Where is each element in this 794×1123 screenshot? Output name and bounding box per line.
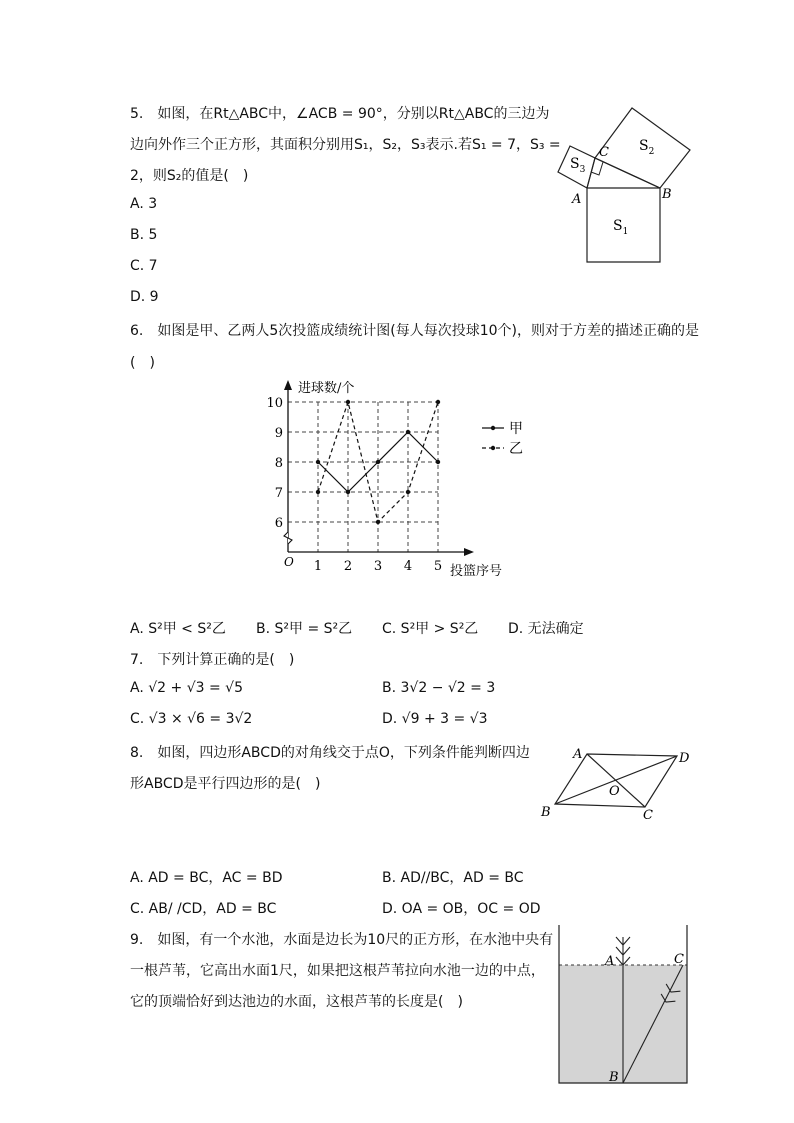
q9-line2: 一根芦苇，它高出水面1尺，如果把这根芦苇拉向水池一边的中点， bbox=[130, 963, 545, 979]
q6-option-d: D. 无法确定 bbox=[508, 621, 584, 637]
label-b: B bbox=[541, 805, 551, 820]
y-tick-label: 9 bbox=[274, 426, 283, 441]
label-c: C bbox=[674, 952, 684, 967]
label-b: B bbox=[662, 187, 672, 202]
q6-line2: ( ) bbox=[130, 355, 155, 371]
y-tick-label: 7 bbox=[274, 486, 283, 501]
x-tick-label: 3 bbox=[373, 559, 383, 574]
label-d: D bbox=[679, 751, 690, 766]
q7-option-c: C. √3 × √6 = 3√2 bbox=[130, 711, 253, 727]
q5-line1: 5. 如图，在Rt△ABC中，∠ACB = 90°，分别以Rt△ABC的三边为 bbox=[130, 106, 550, 122]
x-tick-label: 4 bbox=[403, 559, 413, 574]
label-c: C bbox=[643, 808, 653, 823]
q8-option-a: A. AD = BC，AC = BD bbox=[130, 870, 283, 886]
q8-option-d: D. OA = OB，OC = OD bbox=[382, 901, 541, 917]
q8-option-c: C. AB/ /CD，AD = BC bbox=[130, 901, 277, 917]
q6-option-a: A. S²甲 < S²乙 bbox=[130, 621, 226, 637]
q9-line3: 它的顶端恰好到达池边的水面，这根芦苇的长度是( ) bbox=[130, 994, 463, 1010]
y-tick-label: 8 bbox=[274, 456, 283, 471]
y-axis-arrow bbox=[284, 380, 292, 390]
legend-marker-1 bbox=[491, 426, 495, 430]
q6-option-b: B. S²甲 = S²乙 bbox=[256, 621, 353, 637]
chart-axes bbox=[284, 380, 474, 556]
label-s2: $S_2$ bbox=[639, 138, 655, 157]
square-s1 bbox=[587, 188, 660, 262]
q5-option-d: D. 9 bbox=[130, 289, 159, 305]
q7-option-d: D. √9 + 3 = √3 bbox=[382, 711, 488, 727]
chart-ylabel: 进球数/个 bbox=[298, 381, 355, 396]
legend-marker-2 bbox=[491, 446, 495, 450]
x-tick-label: 2 bbox=[343, 559, 353, 574]
y-tick-label: 6 bbox=[274, 516, 283, 531]
series-point-2 bbox=[376, 520, 380, 524]
q7-option-b: B. 3√2 − √2 = 3 bbox=[382, 680, 496, 696]
series-point-2 bbox=[316, 490, 320, 494]
q8-line1: 8. 如图，四边形ABCD的对角线交于点O，下列条件能判断四边 bbox=[130, 745, 530, 761]
series-point-1 bbox=[376, 460, 380, 464]
q5-line3: 2，则S₂的值是( ) bbox=[130, 168, 249, 184]
legend-label-1: 甲 bbox=[509, 421, 523, 437]
q8-line2: 形ABCD是平行四边形的是( ) bbox=[130, 776, 321, 792]
series-point-1 bbox=[436, 460, 440, 464]
q9-pond-figure bbox=[555, 925, 695, 1090]
legend-label-2: 乙 bbox=[509, 441, 523, 457]
series-point-2 bbox=[346, 400, 350, 404]
y-tick-label: 10 bbox=[266, 396, 283, 411]
series-point-1 bbox=[316, 460, 320, 464]
series-point-1 bbox=[346, 490, 350, 494]
label-s1: $S_1$ bbox=[613, 218, 629, 237]
label-s3: $S_3$ bbox=[570, 156, 586, 175]
x-tick-label: 5 bbox=[433, 559, 443, 574]
label-c: C bbox=[599, 145, 609, 160]
q6-line1: 6. 如图是甲、乙两人5次投篮成绩统计图(每人每次投球10个)，则对于方差的描述正确的是 bbox=[130, 323, 700, 339]
q9-line1: 9. 如图，有一个水池，水面是边长为10尺的正方形，在水池中央有 bbox=[130, 932, 554, 948]
chart-legend bbox=[482, 421, 523, 457]
q7-option-a: A. √2 + √3 = √5 bbox=[130, 680, 243, 696]
q5-option-c: C. 7 bbox=[130, 258, 158, 274]
series-point-2 bbox=[436, 400, 440, 404]
chart-xlabel: 投篮序号 bbox=[450, 564, 503, 579]
label-b: B bbox=[609, 1070, 619, 1085]
q5-option-b: B. 5 bbox=[130, 227, 158, 243]
q6-line-chart bbox=[266, 372, 560, 592]
series-point-2 bbox=[406, 490, 410, 494]
q8-option-b: B. AD//BC，AD = BC bbox=[382, 870, 524, 886]
q5-line2: 边向外作三个正方形，其面积分别用S₁，S₂，S₃表示.若S₁ = 7，S₃ = bbox=[130, 137, 561, 153]
x-axis-arrow bbox=[464, 548, 474, 556]
chart-origin: O bbox=[284, 555, 294, 569]
label-a: A bbox=[572, 192, 582, 207]
axis-break bbox=[284, 532, 292, 544]
x-tick-label: 1 bbox=[313, 559, 323, 574]
q5-squares-figure bbox=[550, 100, 710, 270]
label-a: A bbox=[573, 747, 583, 762]
series-point-1 bbox=[406, 430, 410, 434]
triangle-abc bbox=[587, 158, 660, 188]
q5-option-a: A. 3 bbox=[130, 196, 158, 212]
label-a: A bbox=[605, 954, 615, 969]
q6-option-c: C. S²甲 > S²乙 bbox=[382, 621, 479, 637]
label-o: O bbox=[609, 784, 620, 799]
q7-line1: 7. 下列计算正确的是( ) bbox=[130, 652, 295, 668]
q8-parallelogram-figure bbox=[535, 742, 700, 824]
